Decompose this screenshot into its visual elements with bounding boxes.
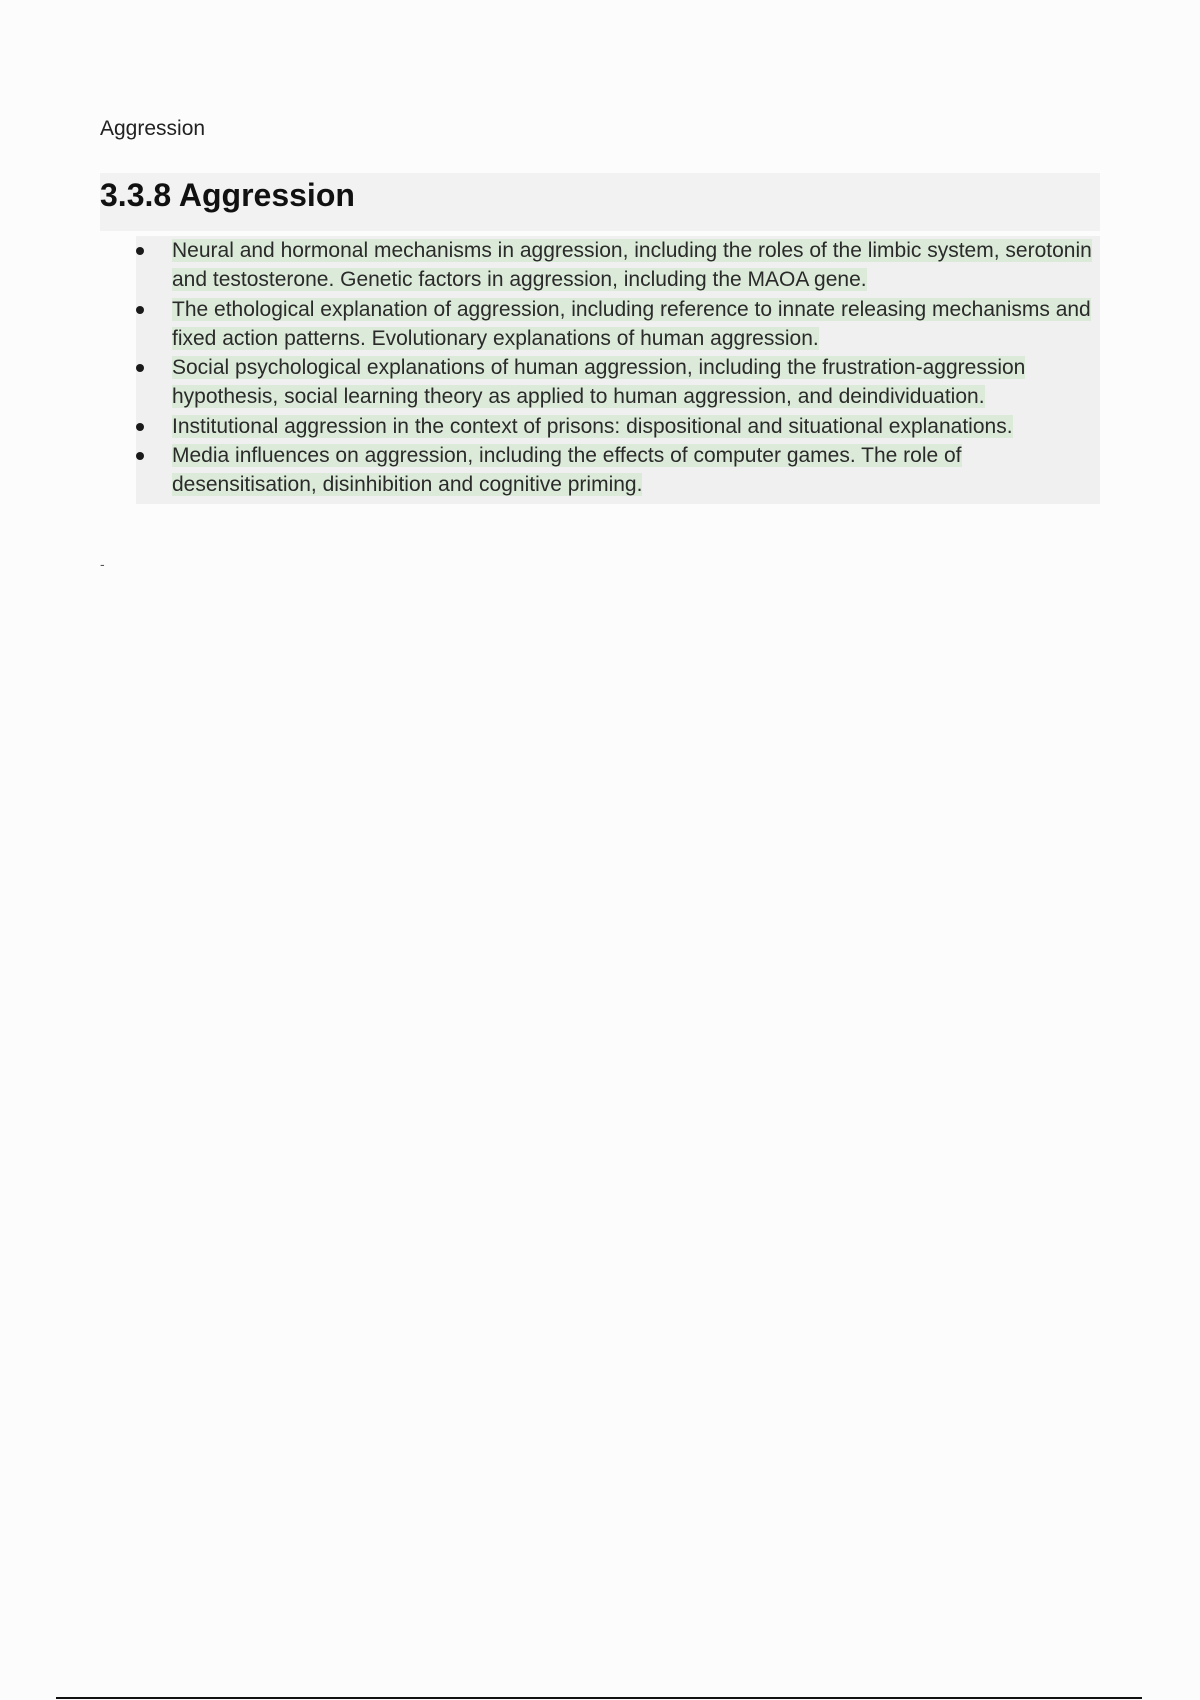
bullet-icon [136, 452, 144, 460]
section-heading: 3.3.8 Aggression [100, 177, 355, 213]
document-label: Aggression [100, 117, 206, 140]
list-item [136, 412, 1100, 441]
heading-block [100, 173, 1100, 231]
bullet-icon [136, 247, 144, 255]
bullet-icon [136, 364, 144, 372]
bullet-icon [136, 423, 144, 431]
list-item-text: Media influences on aggression, including the effects of computer games. The role of desensitisation, disinhibition and cognitive priming. [172, 444, 962, 497]
list-item [136, 236, 1100, 295]
list-item [136, 441, 1100, 500]
list-item [136, 295, 1100, 354]
bullet-icon [136, 306, 144, 314]
list-item-text: Social psychological explanations of human aggression, including the frustration-aggression hypothesis, social learning theory as applied to human aggression, and deindividuation. [172, 356, 1026, 409]
footer-divider [56, 1697, 1142, 1699]
bullet-list [136, 236, 1100, 500]
list-item [136, 353, 1100, 412]
list-item-text: Institutional aggression in the context of prisons: dispositional and situational explanations. [172, 414, 1013, 438]
trailing-mark: - [100, 556, 105, 572]
list-item-text: The ethological explanation of aggression, including reference to innate releasing mechanisms and fixed action patterns. Evolutionary explanations of human aggression. [172, 297, 1091, 350]
bullet-list-block [136, 236, 1100, 504]
list-item-text: Neural and hormonal mechanisms in aggression, including the roles of the limbic system, serotonin and testosterone. Genetic factors in aggression, including the MAOA gene. [172, 239, 1092, 292]
